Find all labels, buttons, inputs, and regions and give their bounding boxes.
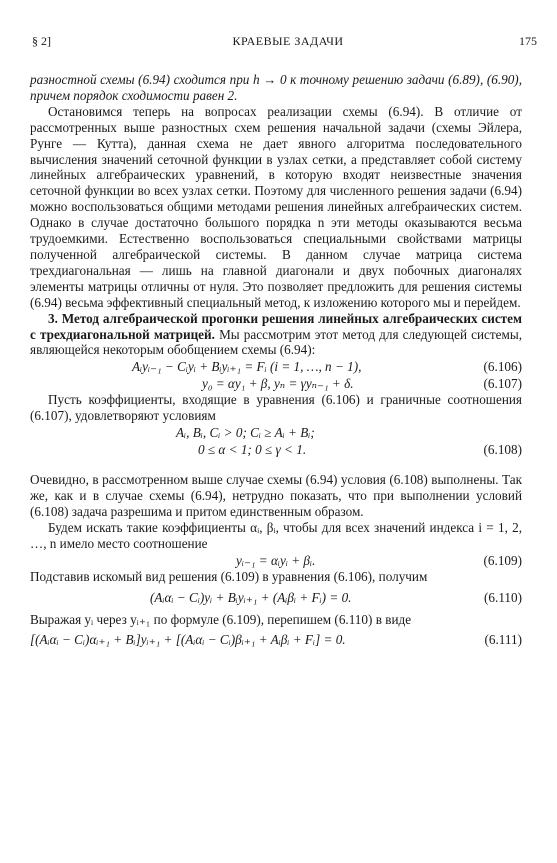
equation-number: (6.108) [483,442,522,458]
paragraph-conditions: Пусть коэффициенты, входящие в уравнения (6.106) и граничные соотношения (6.107), удовлетворяют условиям [30,392,522,424]
section-marker: § 2] [32,34,51,48]
equation-formula: [(Aᵢαᵢ − Cᵢ)αᵢ₊₁ + Bᵢ]yᵢ₊₁ + [(Aᵢαᵢ − Cᵢ)βᵢ₊₁ + Aᵢβᵢ + Fᵢ] = 0. [30,632,346,648]
equation-6-108-line1 [30,424,522,441]
equation-number: (6.106) [483,359,522,375]
equation-formula: Aᵢ, Bᵢ, Cᵢ > 0; Cᵢ ≥ Aᵢ + Bᵢ; [176,425,315,441]
equation-number: (6.107) [483,376,522,392]
equation-6-108-line2 [30,441,522,458]
equation-number: (6.109) [483,552,522,568]
paragraph-implementation: Остановимся теперь на вопросах реализации схемы (6.94). В отличие от рассмотренных выше разностных схем решения начальной задачи (схемы Эйлера, Рунге — Кутта), данная схема не дает явного алгоритма последовательного вычисления значений сеточной функции в узлах сетки, а представляет собой систему линейных алгебраических уравнений, в которую входят неизвестные значения сеточной функции во всех узлах сетки. Поэтому для численного решения задачи (6.94) можно воспользоваться общими методами решения линейных алгебраических систем. Однако в случае достаточно большого порядка n эти методы оказываются весьма трудоемкими. Естественно воспользоваться специальными свойствами матрицы полученной алгебраической системы. В данном случае матрица система трехдиагональная — лишь на главной диагонали и двух побочных диагоналях элементы матрицы отличны от нуля. Это позволяет предложить для решения системы (6.94) весьма эффективный специальный метод, к изложению которого мы и перейдем. [30,103,522,310]
equation-formula: 0 ≤ α < 1; 0 ≤ γ < 1. [198,442,307,458]
equation-6-107 [30,375,522,392]
equation-6-109 [30,552,522,569]
equation-6-106 [30,358,522,375]
paragraph-substitute: Подставив искомый вид решения (6.109) в уравнения (6.106), получим [30,568,428,584]
paragraph-coefficients: Будем искать такие коэффициенты αᵢ, βᵢ, чтобы для всех значений индекса i = 1, 2, …, n имело место соотношение [30,519,522,551]
equation-formula: yᵢ₋₁ = αᵢyᵢ + βᵢ. [236,552,316,568]
book-page [30,34,537,648]
page-number: 175 [519,34,537,48]
paragraph-convergence: разностной схемы (6.94) сходится при h → 0 к точному решению задачи (6.89), (6.90), причем порядок сходимости равен 2. [30,72,522,103]
paragraph-express: Выражая yᵢ через yᵢ₊₁ по формуле (6.109), перепишем (6.110) в виде [30,611,412,627]
section-heading: 3. Метод алгебраической прогонки решения линейных алгебраических систем с трехдиагональной матрицей. [30,310,522,342]
equation-number: (6.111) [484,632,522,648]
equation-formula: y₀ = αy₁ + β, yₙ = γyₙ₋₁ + δ. [202,376,354,392]
equation-number: (6.110) [484,589,522,605]
body-text [30,72,522,648]
equation-formula: (Aᵢαᵢ − Cᵢ)yᵢ + Bᵢyᵢ₊₁ + (Aᵢβᵢ + Fᵢ) = 0. [150,589,352,605]
running-title: КРАЕВЫЕ ЗАДАЧИ [232,34,344,48]
paragraph-method-intro [30,311,522,359]
equation-6-110 [30,589,522,606]
section-intro-text: Мы рассмотрим этот метод для следующей системы, являющейся некоторым обобщением схемы (6.94): [30,326,523,358]
equation-formula: Aᵢyᵢ₋₁ − Cᵢyᵢ + Bᵢyᵢ₊₁ = Fᵢ (i = 1, …, n − 1), [132,359,362,375]
paragraph-obviously: Очевидно, в рассмотренном выше случае схемы (6.94) условия (6.108) выполнены. Так же, как и в случае схемы (6.94), нетрудно показать, что при выполнении условий (6.108) задача разрешима и притом единственным образом. [30,472,522,519]
equation-6-111 [30,631,522,648]
running-header [32,34,537,54]
